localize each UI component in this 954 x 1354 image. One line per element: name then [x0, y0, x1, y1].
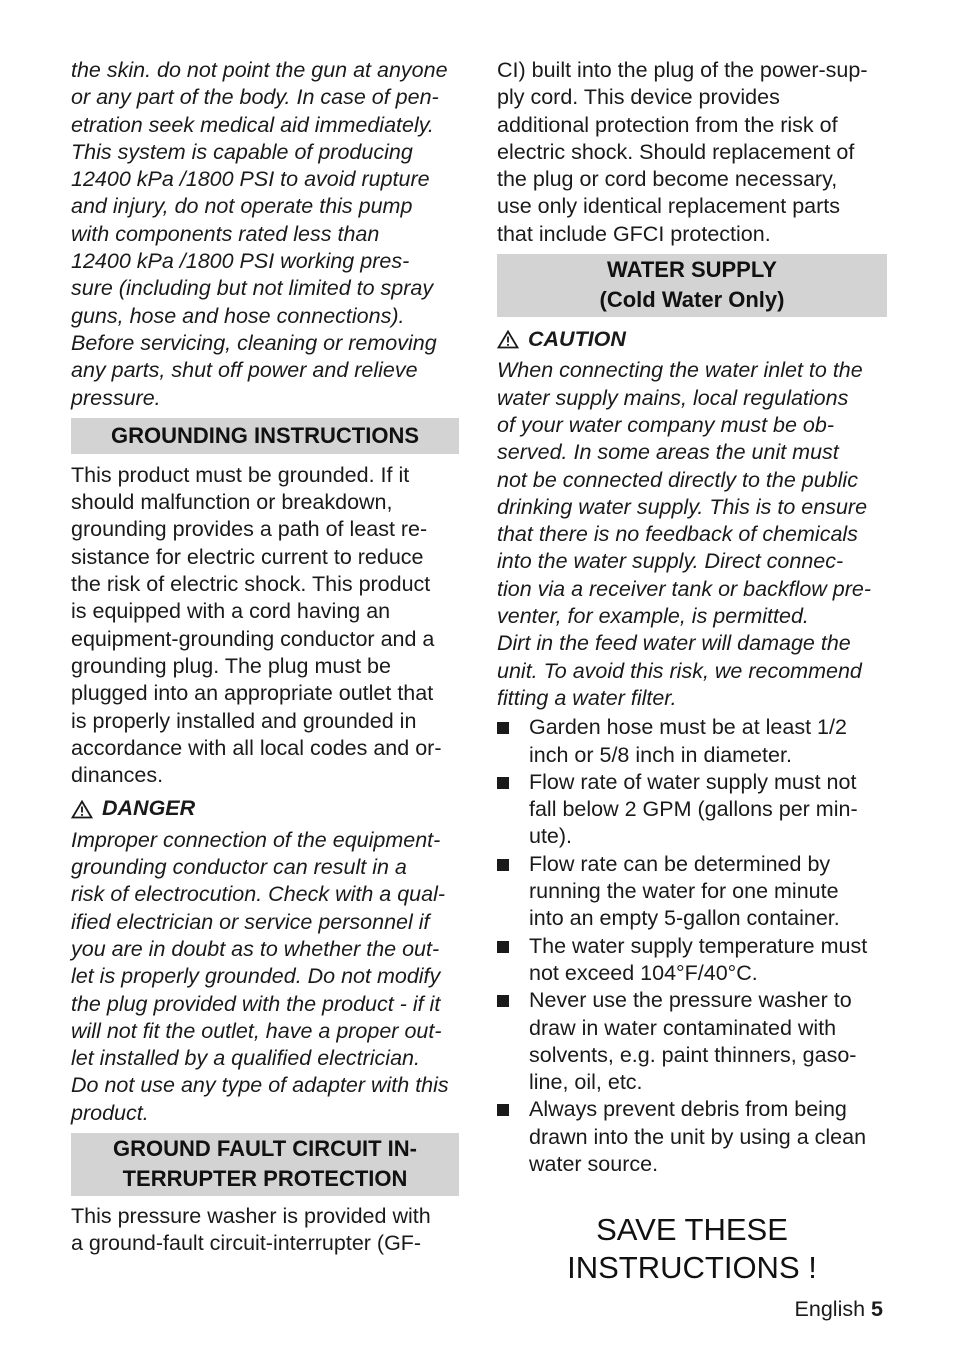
square-bullet-icon: [497, 777, 509, 789]
text-line: Never use the pressure washer to: [529, 988, 852, 1013]
text-line: Dirt in the feed water will damage the: [497, 631, 851, 656]
square-bullet-icon: [497, 722, 509, 734]
text-line: inch or 5/8 inch in diameter.: [529, 742, 792, 767]
danger-label: [71, 795, 459, 822]
text-line: dinances.: [71, 763, 164, 788]
text-line: let is properly grounded. Do not modify: [71, 964, 441, 989]
text-line: into the water supply. Direct connec-: [497, 549, 844, 574]
heading-text: GROUNDING INSTRUCTIONS: [111, 422, 419, 448]
list-item: [497, 987, 887, 1096]
left-column: [71, 57, 459, 1258]
caution-label-text: CAUTION: [528, 327, 626, 352]
text-line: with components rated less than: [71, 221, 380, 246]
text-line: plugged into an appropriate outlet that: [71, 681, 434, 706]
list-item: [497, 714, 887, 769]
grounding-instructions-heading: [71, 418, 459, 454]
grounding-body: [71, 462, 459, 790]
text-line: draw in water contaminated with: [529, 1015, 837, 1040]
text-line: and injury, do not operate this pump: [71, 194, 413, 219]
text-line: you are in doubt as to whether the out-: [71, 936, 440, 961]
text-line: risk of electrocution. Check with a qual-: [71, 882, 446, 907]
caution-label: [497, 326, 887, 353]
text-line: the skin. do not point the gun at anyone: [71, 58, 448, 82]
text-line: water source.: [529, 1151, 659, 1176]
page-number: 5: [871, 1297, 883, 1321]
text-line: When connecting the water inlet to the: [497, 358, 863, 383]
text-line: not exceed 104°F/40°C.: [529, 960, 758, 985]
text-line: This pressure washer is provided with: [71, 1203, 431, 1228]
intro-warning-text: [71, 57, 459, 412]
text-line: the plug or cord become necessary,: [497, 167, 838, 192]
text-line: water supply mains, local regulations: [497, 385, 849, 410]
text-line: the plug provided with the product - if it: [71, 991, 441, 1016]
gfci-heading: [71, 1133, 459, 1196]
text-line: running the water for one minute: [529, 879, 839, 904]
heading-text: (Cold Water Only): [599, 287, 785, 313]
text-line: not be connected directly to the public: [497, 467, 858, 492]
text-line: Improper connection of the equipment-: [71, 827, 441, 852]
square-bullet-icon: [497, 995, 509, 1007]
text-line: drawn into the unit by using a clean: [529, 1124, 867, 1149]
page-footer: [795, 1295, 883, 1323]
text-line: ified electrician or service personnel if: [71, 909, 430, 934]
list-item: [497, 769, 887, 851]
warning-triangle-icon: [71, 800, 93, 819]
text-line: Garden hose must be at least 1/2: [529, 715, 847, 740]
text-line: This product must be grounded. If it: [71, 462, 410, 487]
danger-label-text: DANGER: [102, 796, 196, 821]
danger-text: [71, 827, 459, 1127]
text-line: let installed by a qualified electrician.: [71, 1046, 420, 1071]
square-bullet-icon: [497, 941, 509, 953]
text-line: 12400 kPa /1800 PSI working pres-: [71, 249, 410, 274]
text-line: grounding conductor can result in a: [71, 855, 407, 880]
text-line: The water supply temperature must: [529, 933, 868, 958]
text-line: accordance with all local codes and or-: [71, 735, 442, 760]
text-line: use only identical replacement parts: [497, 194, 840, 219]
text-line: guns, hose and hose connections).: [71, 303, 405, 328]
text-line: product.: [71, 1100, 149, 1125]
list-item: [497, 1096, 887, 1178]
text-line: venter, for example, is permitted.: [497, 604, 809, 629]
text-line: solvents, e.g. paint thinners, gaso-: [529, 1042, 857, 1067]
text-line: is properly installed and grounded in: [71, 708, 417, 733]
text-line: ply cord. This device provides: [497, 85, 780, 110]
right-column: [497, 57, 887, 1178]
text-line: should malfunction or breakdown,: [71, 490, 393, 515]
water-supply-bullet-list: [497, 714, 887, 1178]
text-line: any parts, shut off power and relieve: [71, 358, 418, 383]
gfci-body: [71, 1203, 459, 1258]
save-line: INSTRUCTIONS !: [567, 1250, 817, 1285]
text-line: ute).: [529, 824, 573, 849]
footer-language: English: [794, 1297, 866, 1321]
warning-triangle-icon: [497, 330, 519, 349]
save-line: SAVE THESE: [596, 1212, 788, 1247]
text-line: served. In some areas the unit must: [497, 440, 839, 465]
text-line: the risk of electric shock. This product: [71, 572, 431, 597]
text-line: additional protection from the risk of: [497, 112, 838, 137]
text-line: equipment-grounding conductor and a: [71, 626, 435, 651]
caution-text: [497, 357, 887, 712]
text-line: grounding plug. The plug must be: [71, 653, 391, 678]
text-line: sistance for electric current to reduce: [71, 544, 424, 569]
text-line: Flow rate can be determined by: [529, 851, 831, 876]
list-item: [497, 933, 887, 988]
text-line: pressure.: [71, 385, 161, 410]
text-line: that include GFCI protection.: [497, 221, 771, 246]
heading-text: WATER SUPPLY: [607, 257, 777, 283]
text-line: of your water company must be ob-: [497, 412, 834, 437]
text-line: fall below 2 GPM (gallons per min-: [529, 797, 858, 822]
text-line: Always prevent debris from being: [529, 1097, 847, 1122]
heading-text: GROUND FAULT CIRCUIT IN-: [113, 1135, 417, 1161]
text-line: etration seek medical aid immediately.: [71, 112, 434, 137]
text-line: that there is no feedback of chemicals: [497, 522, 858, 547]
text-line: Flow rate of water supply must not: [529, 769, 857, 794]
gfci-body-continued: [497, 57, 887, 248]
text-line: Before servicing, cleaning or removing: [71, 330, 437, 355]
text-line: Do not use any type of adapter with this: [71, 1073, 449, 1098]
text-line: grounding provides a path of least re-: [71, 517, 428, 542]
text-line: 12400 kPa /1800 PSI to avoid rupture: [71, 167, 430, 192]
square-bullet-icon: [497, 859, 509, 871]
text-line: unit. To avoid this risk, we recommend: [497, 658, 862, 683]
text-line: drinking water supply. This is to ensure: [497, 494, 868, 519]
text-line: a ground-fault circuit-interrupter (GF-: [71, 1231, 422, 1256]
square-bullet-icon: [497, 1104, 509, 1116]
heading-text: TERRUPTER PROTECTION: [122, 1165, 408, 1191]
text-line: This system is capable of producing: [71, 139, 413, 164]
text-line: into an empty 5-gallon container.: [529, 906, 840, 931]
water-supply-heading: [497, 254, 887, 317]
text-line: line, oil, etc.: [529, 1070, 643, 1095]
text-line: tion via a receiver tank or backflow pre-: [497, 576, 872, 601]
text-line: sure (including but not limited to spray: [71, 276, 434, 301]
text-line: CI) built into the plug of the power-sup-: [497, 58, 868, 82]
save-instructions-banner: [497, 1211, 887, 1287]
text-line: or any part of the body. In case of pen-: [71, 85, 439, 110]
text-line: will not fit the outlet, have a proper out-: [71, 1018, 442, 1043]
text-line: electric shock. Should replacement of: [497, 139, 855, 164]
list-item: [497, 851, 887, 933]
text-line: fitting a water filter.: [497, 685, 677, 710]
text-line: is equipped with a cord having an: [71, 599, 391, 624]
